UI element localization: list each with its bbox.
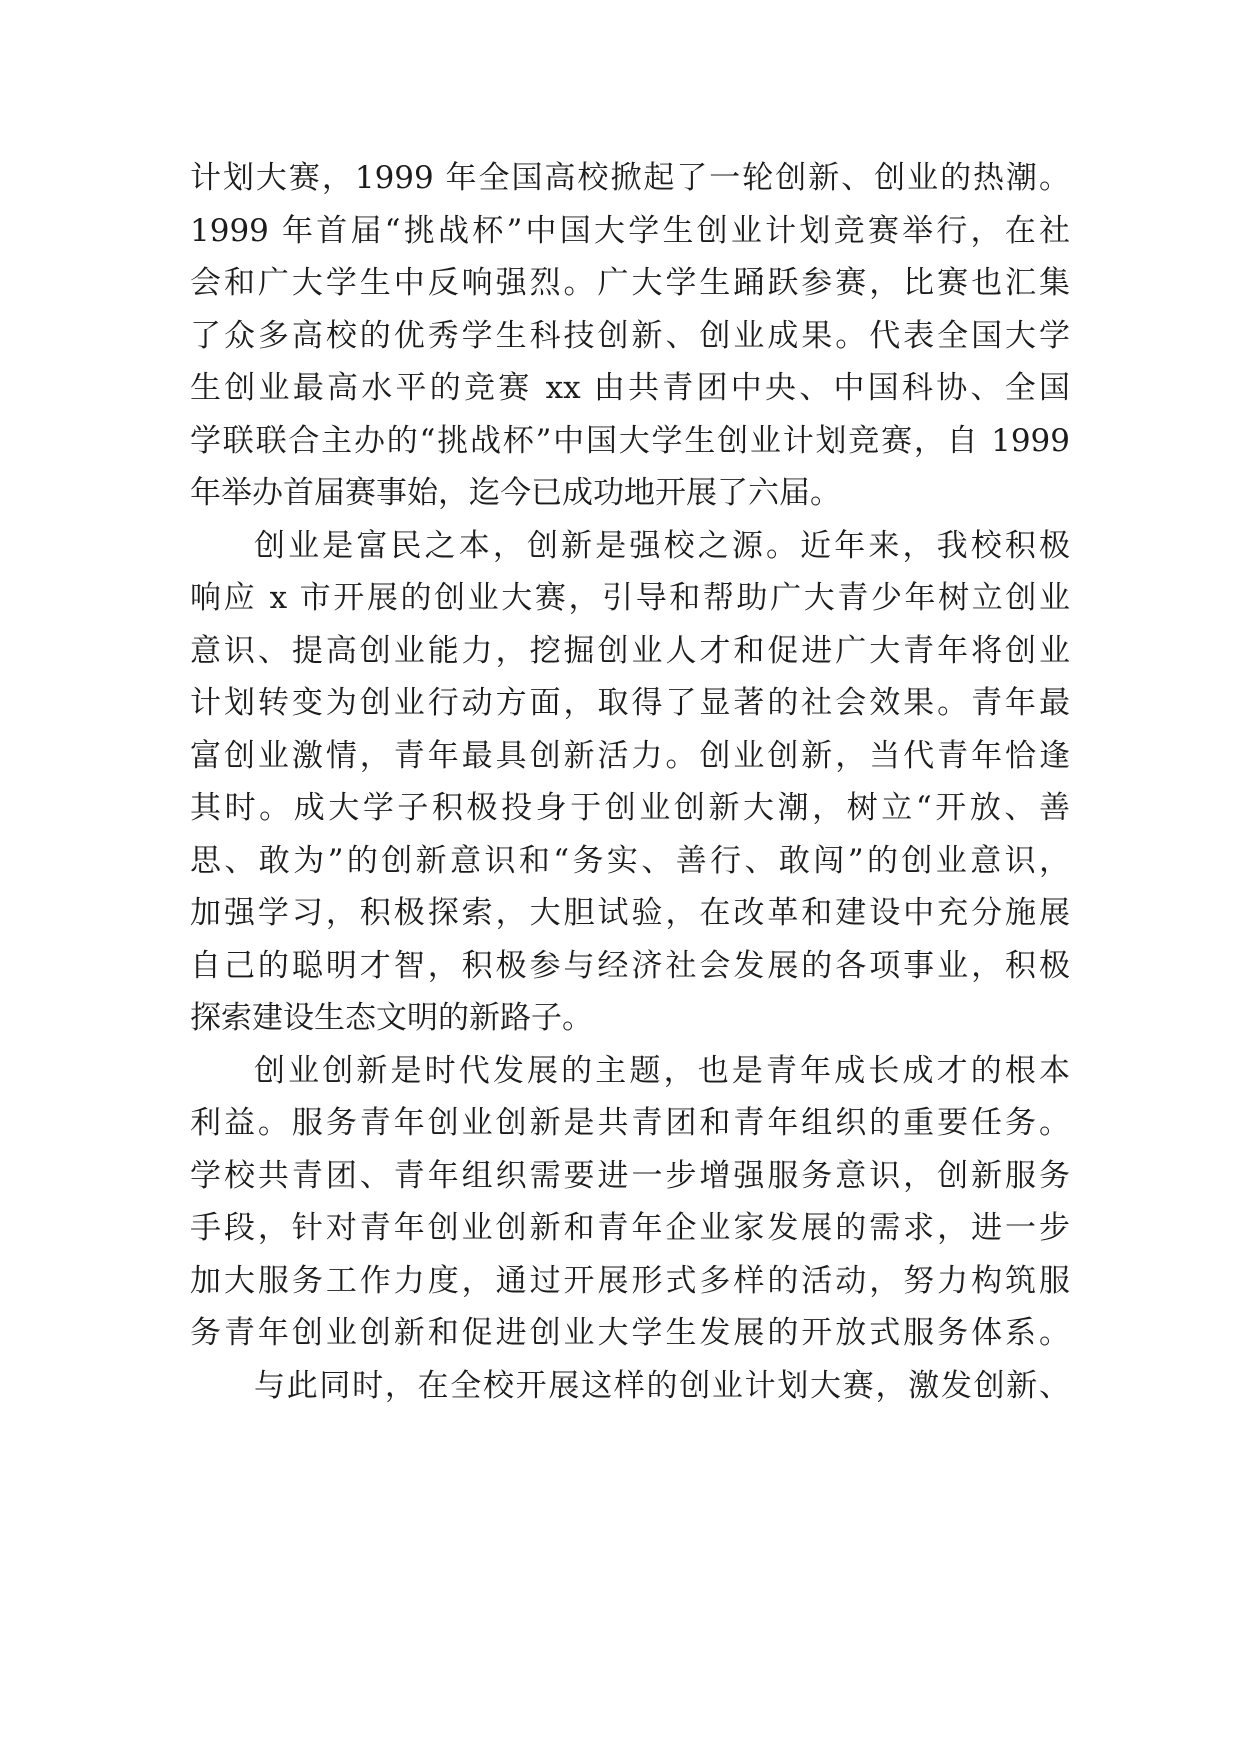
text-line: 富创业激情，青年最具创新活力。创业创新，当代青年恰逢 bbox=[190, 737, 1070, 774]
text-line: 手段，针对青年创业创新和青年企业家发展的需求，进一步 bbox=[190, 1210, 1070, 1246]
text-line: 其时。成大学子积极投身于创业创新大潮，树立“开放、善 bbox=[190, 790, 1070, 826]
text-line: 计划转变为创业行动方面，取得了显著的社会效果。青年最 bbox=[190, 685, 1070, 721]
text-line: 会和广大学生中反响强烈。广大学生踊跃参赛，比赛也汇集 bbox=[190, 265, 1070, 301]
document-body bbox=[190, 152, 1070, 1412]
text-line: 探索建设生态文明的新路子。 bbox=[190, 1000, 593, 1036]
text-line: 创业创新是时代发展的主题，也是青年成长成才的根本 bbox=[254, 1052, 1070, 1089]
paragraph-2 bbox=[190, 520, 1070, 1045]
text-line: 学联联合主办的“挑战杯”中国大学生创业计划竞赛，自 1999 bbox=[190, 422, 1070, 459]
text-line: 思、敢为”的创新意识和“务实、善行、敢闯”的创业意识， bbox=[190, 842, 1070, 879]
text-line: 学校共青团、青年组织需要进一步增强服务意识，创新服务 bbox=[190, 1157, 1070, 1194]
text-line: 与此同时，在全校开展这样的创业计划大赛，激发创新、 bbox=[254, 1367, 1070, 1404]
paragraph-4 bbox=[190, 1360, 1070, 1413]
text-line: 计划大赛，1999 年全国高校掀起了一轮创新、创业的热潮。 bbox=[190, 160, 1070, 196]
text-line: 利益。服务青年创业创新是共青团和青年组织的重要任务。 bbox=[190, 1105, 1070, 1141]
text-line: 创业是富民之本，创新是强校之源。近年来，我校积极 bbox=[254, 527, 1070, 564]
text-line: 加大服务工作力度，通过开展形式多样的活动，努力构筑服 bbox=[190, 1262, 1070, 1299]
text-line: 务青年创业创新和促进创业大学生发展的开放式服务体系。 bbox=[190, 1315, 1070, 1351]
text-line: 加强学习，积极探索，大胆试验，在改革和建设中充分施展 bbox=[190, 895, 1070, 931]
text-line: 生创业最高水平的竞赛 xx 由共青团中央、中国科协、全国 bbox=[190, 370, 1070, 406]
text-line: 响应 x 市开展的创业大赛，引导和帮助广大青少年树立创业 bbox=[190, 580, 1070, 616]
text-line: 年举办首届赛事始，迄今已成功地开展了六届。 bbox=[190, 475, 841, 511]
text-line: 自己的聪明才智，积极参与经济社会发展的各项事业，积极 bbox=[190, 947, 1070, 984]
text-line: 意识、提高创业能力，挖掘创业人才和促进广大青年将创业 bbox=[190, 632, 1070, 669]
paragraph-1 bbox=[190, 152, 1070, 520]
text-line: 了众多高校的优秀学生科技创新、创业成果。代表全国大学 bbox=[190, 317, 1070, 354]
text-line: 1999 年首届“挑战杯”中国大学生创业计划竞赛举行，在社 bbox=[190, 212, 1070, 249]
paragraph-3 bbox=[190, 1045, 1070, 1360]
